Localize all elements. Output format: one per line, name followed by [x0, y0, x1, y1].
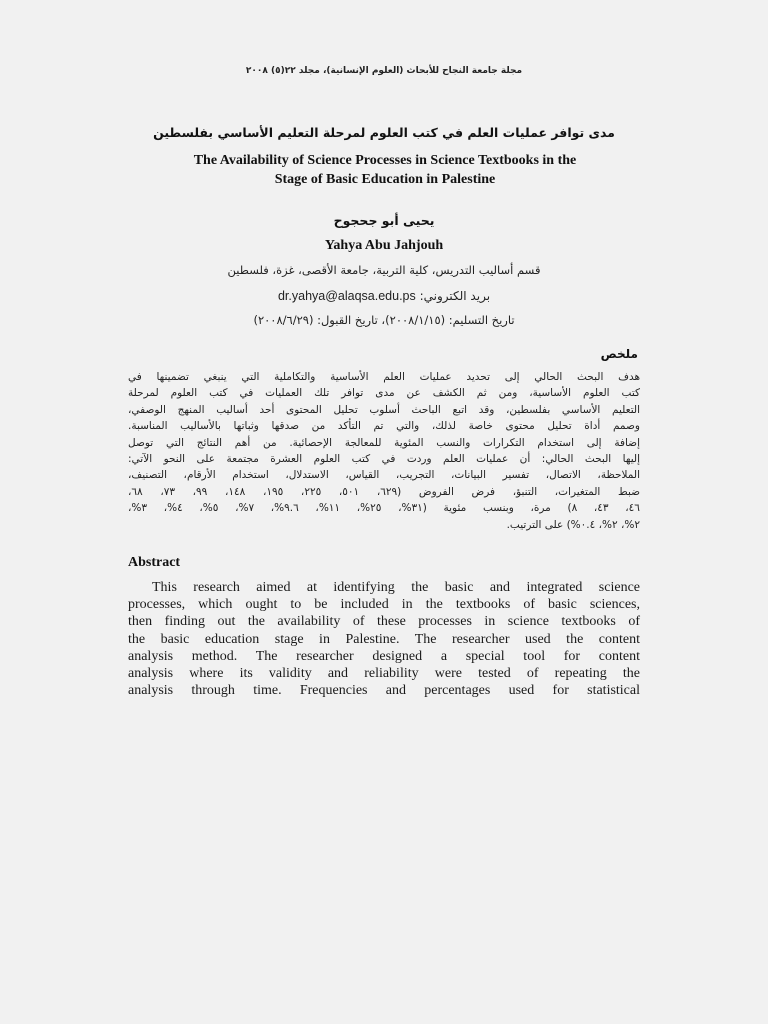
arabic-abstract-body [128, 369, 640, 533]
arabic-abstract-line: ٤٦، ٤٣، ٨) مرة، وبنسب مئوية (٣١%، ٢٥%، ١١%، ٩.٦%، ٧%، ٥%، ٤%، ٣%، [128, 502, 640, 515]
author-affiliation: قسم أساليب التدريس، كلية التربية، جامعة الأقصى، غزة، فلسطين [227, 263, 541, 277]
arabic-title: مدى توافر عمليات العلم في كتب العلوم لمرحلة التعليم الأساسي بفلسطين [153, 125, 615, 140]
email-line [0, 289, 768, 303]
arabic-abstract-heading: ملخص [600, 347, 638, 361]
arabic-abstract-line: ضبط المتغيرات، التنبؤ، فرض الفروض (٦٢٩، ٥٠١، ٢٢٥، ١٩٥، ١٤٨، ٩٩، ٧٣، ٦٨، [128, 485, 641, 498]
english-abstract-line: processes, which ought to be included in the textbooks of basic sciences, [128, 597, 640, 613]
english-abstract-heading: Abstract [128, 555, 181, 570]
arabic-abstract-line: ٢%، ٢%، ٠.٤%) على الترتيب. [506, 518, 640, 531]
author-name-english: Yahya Abu Jahjouh [324, 238, 444, 253]
author-name-arabic: يحيى أبو جحجوح [333, 213, 435, 228]
english-abstract-line: This research aimed at identifying the basic and integrated science [152, 580, 640, 595]
email-label: بريد الكتروني: [419, 289, 491, 303]
english-abstract-line: analysis method. The researcher designed a special tool for content [128, 648, 640, 664]
arabic-abstract-line: إضافة إلى استخدام التكرارات والنسب المئوية للمعالجة الإحصائية. من أهم النتائج التي توصل [128, 436, 640, 449]
arabic-abstract-line: هدف البحث الحالي إلى تحديد عمليات العلم الأساسية والتكاملية التي ينبغي تضمينها في [128, 371, 640, 383]
english-abstract-line: then finding out the availability of these processes in science textbooks of [128, 614, 640, 630]
email-link[interactable]: dr.yahya@alaqsa.edu.ps [277, 289, 416, 303]
arabic-abstract-line: وصمم أداة تحليل محتوى خاصة لذلك، والتي تم التأكد من صدقها وثباتها بالأساليب المناسبة. [128, 420, 640, 433]
english-abstract-line: the basic education stage in Palestine. The researcher used the content [128, 631, 640, 647]
arabic-abstract-line: كتب العلوم الأساسية، ومن ثم الكشف عن مدى توافر تلك العمليات في كتب العلوم لمرحلة [128, 387, 640, 400]
english-abstract-body [128, 579, 640, 699]
submission-dates: تاريخ التسليم: (٢٠٠٨/١/١٥)، تاريخ القبول: (٢٠٠٨/٦/٢٩) [253, 313, 515, 327]
arabic-abstract-line: إليها البحث الحالي: أن عمليات العلم وردت في كتب العلوم العشرة مجتمعة على النحو الآتي: [128, 453, 640, 466]
english-title-line: Stage of Basic Education in Palestine [274, 172, 496, 187]
english-abstract-line: analysis where its validity and reliability were tested of repeating the [128, 666, 640, 682]
arabic-abstract-line: التعليم الأساسي بفلسطين، وقد اتبع الباحث أسلوب تحليل المحتوى أحد أساليب المنهج الوصفي، [128, 403, 640, 416]
running-header: مجلة جامعة النجاح للأبحاث (العلوم الإنسانية)، مجلد ٢٢(٥) ٢٠٠٨ [245, 66, 523, 76]
english-title-line: The Availability of Science Processes in Science Textbooks in the [193, 153, 577, 168]
english-title [130, 151, 640, 189]
arabic-abstract-line: الملاحظة، الاتصال، تفسير البيانات، التجريب، القياس، الاستدلال، استخدام الأرقام، التصنيف، [128, 469, 640, 482]
english-abstract-line: analysis through time. Frequencies and percentages used for statistical [128, 683, 640, 699]
